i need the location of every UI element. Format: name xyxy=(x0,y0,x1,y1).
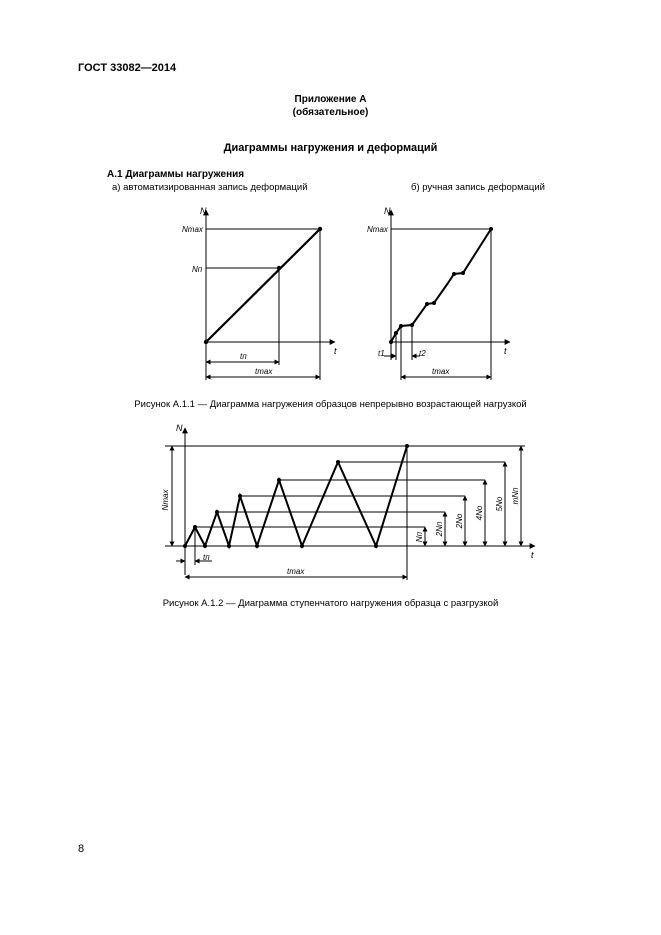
fig-a-label-nn: Nп xyxy=(192,265,203,274)
fig-b-point xyxy=(425,302,429,306)
fig2-label-2no: 2Nо xyxy=(455,513,464,529)
subfigure-b-label: б) ручная запись деформаций xyxy=(411,182,545,193)
fig2-label-n: N xyxy=(176,423,183,433)
fig-b-point xyxy=(394,331,398,335)
fig-a-loading-line xyxy=(206,229,320,342)
fig-b-label-nmax: Nmax xyxy=(367,225,388,234)
fig-b-label-t: t xyxy=(504,346,507,356)
fig2-point xyxy=(300,544,304,548)
fig2-label-mnn: mNп xyxy=(511,487,520,505)
fig-b-label-tmax: tmax xyxy=(432,367,450,376)
fig-b-point xyxy=(452,272,456,276)
fig2-point xyxy=(405,444,409,448)
section-heading: А.1 Диаграммы нагружения xyxy=(107,169,245,180)
standard-number: ГОСТ 33082—2014 xyxy=(78,62,177,74)
appendix-title: Приложение А xyxy=(294,94,367,105)
fig2-label-t: t xyxy=(531,550,534,560)
fig-a-label-n: N xyxy=(200,206,207,216)
fig2-point xyxy=(183,544,187,548)
page-title: Диаграммы нагружения и деформаций xyxy=(223,142,438,154)
fig-b-point xyxy=(489,227,493,231)
subfigure-a-label: а) автоматизированная запись деформаций xyxy=(112,182,308,193)
appendix-status: (обязательное) xyxy=(292,107,369,118)
figure-a-diagram xyxy=(206,210,335,380)
fig2-label-tmax: tmax xyxy=(287,567,305,576)
fig2-label-2nn: 2Nп xyxy=(435,521,444,537)
fig2-label-nn: Nп xyxy=(415,531,424,543)
fig2-label-4no: 4Nо xyxy=(475,505,484,521)
fig-a-label-nmax: Nmax xyxy=(182,225,203,234)
fig-a-label-tn: tп xyxy=(240,352,247,361)
fig2-point xyxy=(277,478,281,482)
fig-b-point xyxy=(432,301,436,305)
fig2-label-tn: tп xyxy=(203,553,210,562)
fig-b-label-t2: t2 xyxy=(419,349,426,358)
fig2-point xyxy=(255,544,259,548)
fig-a-point xyxy=(204,340,208,344)
figure-2-caption: Рисунок А.1.2 — Диаграмма ступенчатого нагружения образца с разгрузкой xyxy=(162,598,499,609)
page-number: 8 xyxy=(78,843,85,855)
fig2-label-5no: 5Nо xyxy=(495,496,504,512)
fig-a-label-t: t xyxy=(334,346,337,356)
fig-b-loading-line xyxy=(391,229,491,342)
fig2-point xyxy=(193,525,197,529)
fig2-point xyxy=(203,544,207,548)
fig2-label-nmax: Nmax xyxy=(161,489,170,511)
fig2-point xyxy=(227,544,231,548)
fig-b-label-t1: t1 xyxy=(378,349,385,358)
fig-b-point xyxy=(399,324,403,328)
fig-b-point xyxy=(461,271,465,275)
fig2-point xyxy=(336,460,340,464)
fig2-point xyxy=(374,544,378,548)
fig-b-label-n: N xyxy=(384,206,391,216)
fig-b-point xyxy=(410,323,414,327)
figure-2-diagram xyxy=(165,428,535,580)
figure-b-diagram xyxy=(384,210,510,380)
fig-a-label-tmax: tmax xyxy=(255,367,273,376)
figure-1-caption: Рисунок А.1.1 — Диаграмма нагружения образцов непрерывно возрастающей нагрузкой xyxy=(134,399,527,410)
fig2-point xyxy=(238,494,242,498)
fig2-point xyxy=(215,510,219,514)
fig-b-point xyxy=(389,340,393,344)
fig-a-point xyxy=(318,227,322,231)
fig-a-point xyxy=(277,266,281,270)
